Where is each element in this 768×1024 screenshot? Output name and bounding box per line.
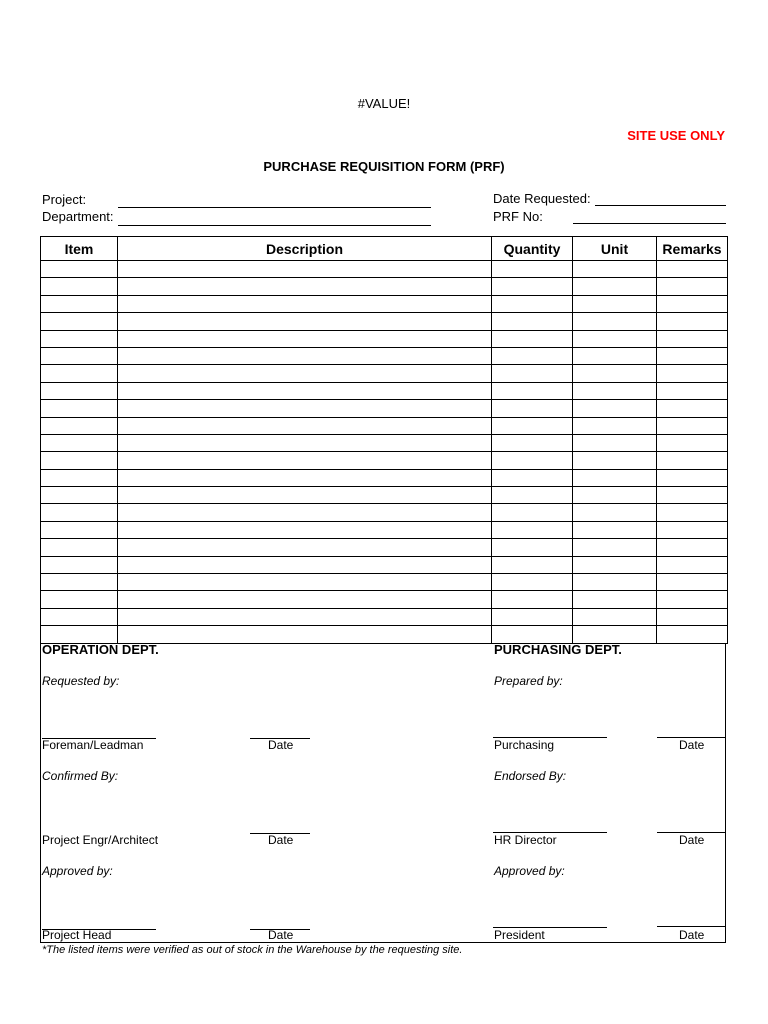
table-row <box>41 347 728 364</box>
cell-remarks[interactable] <box>657 521 728 538</box>
cell-remarks[interactable] <box>657 591 728 608</box>
prepared-by-label: Prepared by: <box>494 674 563 688</box>
signature-section <box>40 643 726 943</box>
requested-by-label: Requested by: <box>42 674 120 688</box>
cell-remarks[interactable] <box>657 417 728 434</box>
cell-remarks[interactable] <box>657 400 728 417</box>
column-header-item: Item <box>41 237 118 261</box>
table-row <box>41 434 728 451</box>
cell-quantity[interactable] <box>492 539 573 556</box>
cell-quantity[interactable] <box>492 434 573 451</box>
form-title: PURCHASE REQUISITION FORM (PRF) <box>263 159 505 174</box>
cell-description[interactable] <box>118 400 492 417</box>
cell-description[interactable] <box>118 591 492 608</box>
cell-quantity[interactable] <box>492 261 573 278</box>
table-row <box>41 591 728 608</box>
column-header-description: Description <box>118 237 492 261</box>
cell-unit[interactable] <box>573 452 657 469</box>
date-requested-label: Date Requested: <box>493 191 591 206</box>
site-use-only-label: SITE USE ONLY <box>627 128 725 143</box>
table-row <box>41 382 728 399</box>
date-requested-field-line[interactable] <box>595 205 726 206</box>
cell-remarks[interactable] <box>657 313 728 330</box>
cell-description[interactable] <box>118 504 492 521</box>
hr-director-date-label: Date <box>679 833 705 847</box>
cell-item[interactable] <box>41 469 118 486</box>
column-header-remarks: Remarks <box>657 237 728 261</box>
cell-remarks[interactable] <box>657 261 728 278</box>
cell-unit[interactable] <box>573 400 657 417</box>
table-row <box>41 487 728 504</box>
cell-unit[interactable] <box>573 539 657 556</box>
cell-item[interactable] <box>41 382 118 399</box>
cell-description[interactable] <box>118 347 492 364</box>
table-row <box>41 452 728 469</box>
cell-description[interactable] <box>118 521 492 538</box>
cell-description[interactable] <box>118 574 492 591</box>
cell-quantity[interactable] <box>492 608 573 625</box>
project-label: Project: <box>42 192 87 207</box>
cell-item[interactable] <box>41 278 118 295</box>
cell-remarks[interactable] <box>657 278 728 295</box>
project-head-label: Project Head <box>42 928 112 942</box>
cell-remarks[interactable] <box>657 469 728 486</box>
cell-quantity[interactable] <box>492 452 573 469</box>
cell-item[interactable] <box>41 295 118 312</box>
cell-item[interactable] <box>41 487 118 504</box>
cell-unit[interactable] <box>573 278 657 295</box>
cell-quantity[interactable] <box>492 365 573 382</box>
footnote: *The listed items were verified as out of stock in the Warehouse by the requesting site. <box>42 944 463 956</box>
cell-description[interactable] <box>118 469 492 486</box>
table-row <box>41 504 728 521</box>
cell-item[interactable] <box>41 313 118 330</box>
cell-unit[interactable] <box>573 313 657 330</box>
cell-quantity[interactable] <box>492 591 573 608</box>
cell-description[interactable] <box>118 417 492 434</box>
cell-item[interactable] <box>41 417 118 434</box>
operation-dept-heading: OPERATION DEPT. <box>42 642 159 657</box>
table-row <box>41 556 728 573</box>
cell-remarks[interactable] <box>657 330 728 347</box>
cell-remarks[interactable] <box>657 539 728 556</box>
foreman-leadman-label: Foreman/Leadman <box>42 738 144 752</box>
cell-quantity[interactable] <box>492 504 573 521</box>
cell-quantity[interactable] <box>492 469 573 486</box>
cell-description[interactable] <box>118 452 492 469</box>
cell-description[interactable] <box>118 626 492 643</box>
cell-quantity[interactable] <box>492 330 573 347</box>
cell-unit[interactable] <box>573 261 657 278</box>
project-head-date-label: Date <box>268 928 294 942</box>
table-row <box>41 278 728 295</box>
cell-quantity[interactable] <box>492 487 573 504</box>
cell-remarks[interactable] <box>657 382 728 399</box>
cell-item[interactable] <box>41 347 118 364</box>
cell-remarks[interactable] <box>657 365 728 382</box>
table-row <box>41 295 728 312</box>
cell-unit[interactable] <box>573 347 657 364</box>
approved-by-label-right: Approved by: <box>494 864 565 878</box>
cell-quantity[interactable] <box>492 313 573 330</box>
table-row <box>41 365 728 382</box>
cell-unit[interactable] <box>573 295 657 312</box>
cell-description[interactable] <box>118 382 492 399</box>
cell-item[interactable] <box>41 400 118 417</box>
table-row <box>41 539 728 556</box>
cell-unit[interactable] <box>573 417 657 434</box>
purchasing-dept-heading: PURCHASING DEPT. <box>494 642 622 657</box>
foreman-date-label: Date <box>268 738 294 752</box>
table-row <box>41 469 728 486</box>
cell-quantity[interactable] <box>492 278 573 295</box>
president-label: President <box>494 928 545 942</box>
cell-item[interactable] <box>41 608 118 625</box>
cell-remarks[interactable] <box>657 504 728 521</box>
table-header-row <box>41 237 728 261</box>
endorsed-by-label: Endorsed By: <box>494 769 567 783</box>
cell-description[interactable] <box>118 608 492 625</box>
department-field-line[interactable] <box>118 225 431 226</box>
table-row <box>41 313 728 330</box>
cell-item[interactable] <box>41 626 118 643</box>
cell-description[interactable] <box>118 261 492 278</box>
cell-unit[interactable] <box>573 504 657 521</box>
cell-description[interactable] <box>118 487 492 504</box>
president-date-line[interactable] <box>657 926 726 927</box>
cell-unit[interactable] <box>573 608 657 625</box>
cell-item[interactable] <box>41 591 118 608</box>
table-row <box>41 626 728 643</box>
table-row <box>41 608 728 625</box>
cell-description[interactable] <box>118 330 492 347</box>
cell-remarks[interactable] <box>657 347 728 364</box>
cell-remarks[interactable] <box>657 434 728 451</box>
cell-quantity[interactable] <box>492 626 573 643</box>
cell-remarks[interactable] <box>657 452 728 469</box>
department-label: Department: <box>42 209 114 224</box>
purchasing-label: Purchasing <box>494 738 555 752</box>
items-table <box>40 236 728 644</box>
cell-remarks[interactable] <box>657 626 728 643</box>
cell-remarks[interactable] <box>657 574 728 591</box>
table-row <box>41 574 728 591</box>
column-header-unit: Unit <box>573 237 657 261</box>
cell-item[interactable] <box>41 452 118 469</box>
table-row <box>41 261 728 278</box>
cell-unit[interactable] <box>573 521 657 538</box>
cell-remarks[interactable] <box>657 556 728 573</box>
table-row <box>41 417 728 434</box>
cell-unit[interactable] <box>573 556 657 573</box>
cell-quantity[interactable] <box>492 556 573 573</box>
cell-remarks[interactable] <box>657 295 728 312</box>
cell-item[interactable] <box>41 434 118 451</box>
cell-quantity[interactable] <box>492 400 573 417</box>
approved-by-label-left: Approved by: <box>42 864 113 878</box>
cell-item[interactable] <box>41 539 118 556</box>
table-row <box>41 521 728 538</box>
hr-director-label: HR Director <box>494 833 557 847</box>
cell-unit[interactable] <box>573 330 657 347</box>
cell-quantity[interactable] <box>492 574 573 591</box>
cell-item[interactable] <box>41 556 118 573</box>
cell-quantity[interactable] <box>492 382 573 399</box>
cell-item[interactable] <box>41 261 118 278</box>
cell-unit[interactable] <box>573 591 657 608</box>
cell-remarks[interactable] <box>657 487 728 504</box>
cell-unit[interactable] <box>573 574 657 591</box>
cell-item[interactable] <box>41 365 118 382</box>
project-engr-architect-label: Project Engr/Architect <box>42 833 159 847</box>
purchasing-date-label: Date <box>679 738 705 752</box>
president-date-label: Date <box>679 928 705 942</box>
cell-item[interactable] <box>41 330 118 347</box>
cell-quantity[interactable] <box>492 347 573 364</box>
confirmed-by-label: Confirmed By: <box>42 769 119 783</box>
cell-description[interactable] <box>118 295 492 312</box>
cell-item[interactable] <box>41 521 118 538</box>
prf-no-field-line[interactable] <box>573 223 726 224</box>
cell-unit[interactable] <box>573 487 657 504</box>
engr-date-label: Date <box>268 833 294 847</box>
cell-description[interactable] <box>118 278 492 295</box>
prf-no-label: PRF No: <box>493 209 543 224</box>
cell-unit[interactable] <box>573 626 657 643</box>
cell-unit[interactable] <box>573 365 657 382</box>
cell-description[interactable] <box>118 313 492 330</box>
cell-unit[interactable] <box>573 434 657 451</box>
cell-remarks[interactable] <box>657 608 728 625</box>
cell-unit[interactable] <box>573 469 657 486</box>
table-row <box>41 330 728 347</box>
cell-description[interactable] <box>118 365 492 382</box>
cell-description[interactable] <box>118 556 492 573</box>
project-field-line[interactable] <box>118 207 431 208</box>
cell-quantity[interactable] <box>492 521 573 538</box>
cell-unit[interactable] <box>573 382 657 399</box>
cell-quantity[interactable] <box>492 295 573 312</box>
cell-item[interactable] <box>41 574 118 591</box>
cell-description[interactable] <box>118 434 492 451</box>
cell-item[interactable] <box>41 504 118 521</box>
value-error-text: #VALUE! <box>357 96 411 111</box>
column-header-quantity: Quantity <box>492 237 573 261</box>
cell-quantity[interactable] <box>492 417 573 434</box>
table-row <box>41 400 728 417</box>
cell-description[interactable] <box>118 539 492 556</box>
